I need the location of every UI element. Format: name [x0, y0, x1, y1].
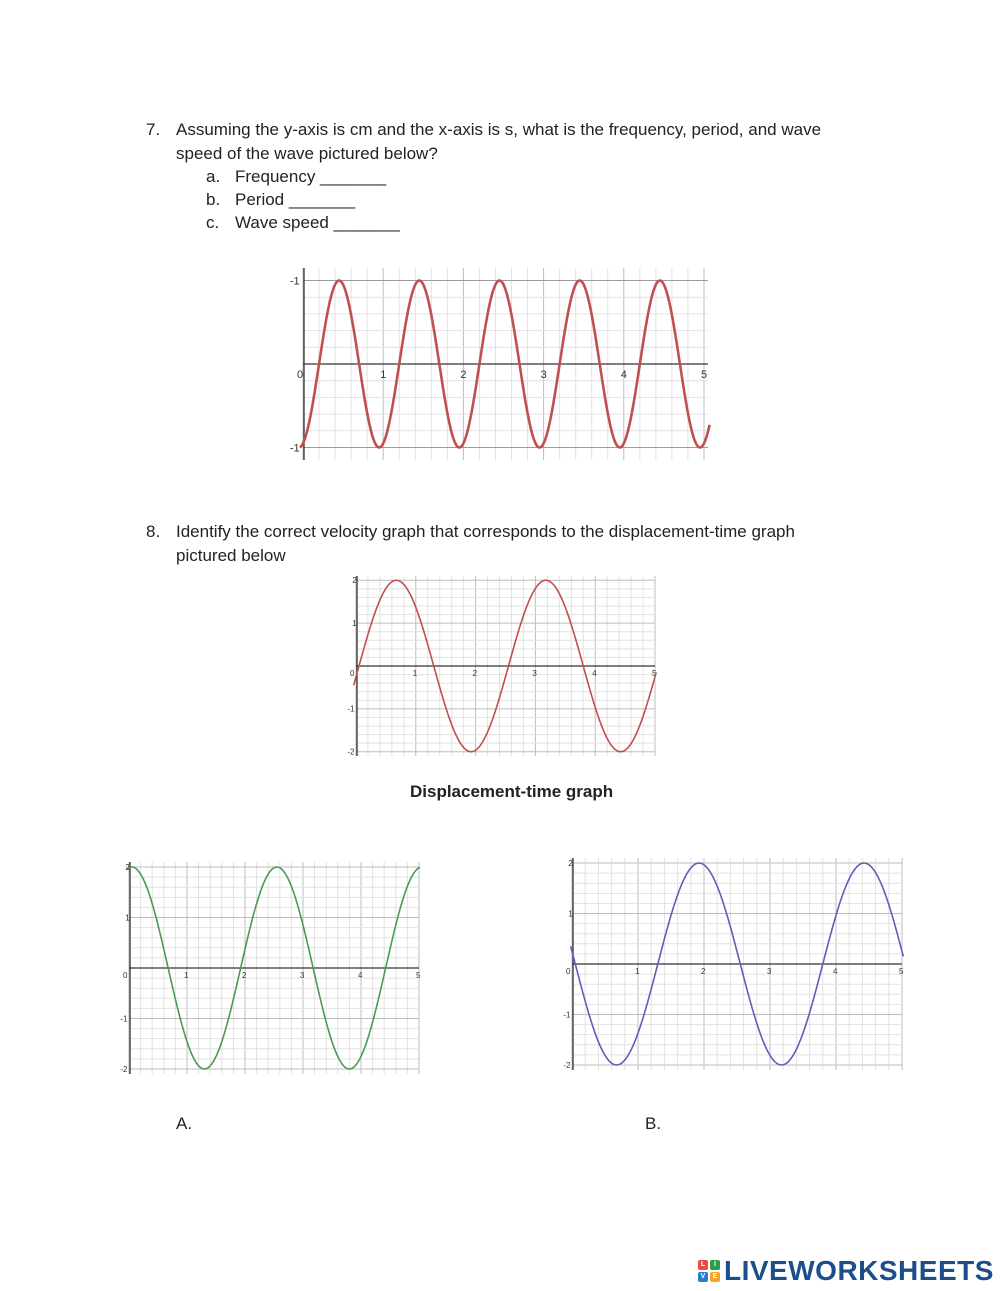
option-text: Wave speed _______: [235, 213, 400, 232]
question-8: [146, 520, 926, 568]
x-tick-label: 4: [592, 669, 597, 678]
question-7-text-line1: Assuming the y-axis is cm and the x-axis is s, what is the frequency, period, and wave: [176, 120, 822, 139]
answer-label-a: A.: [176, 1114, 193, 1133]
logo-tile: E: [710, 1272, 720, 1282]
question-8-number: 8.: [146, 522, 161, 541]
velocity-chart-a: [116, 860, 424, 1078]
displacement-time-caption: Displacement-time graph: [410, 782, 614, 801]
question-7-text-line2: speed of the wave pictured below?: [176, 144, 438, 163]
question-8-text-line1: Identify the correct velocity graph that corresponds to the displacement-time graph: [176, 522, 795, 541]
option-text: Period _______: [235, 190, 356, 209]
x-tick-label: 5: [416, 971, 421, 980]
x-tick-label: 5: [700, 369, 708, 381]
x-tick-label: 5: [652, 669, 657, 678]
option-letter: c.: [206, 213, 220, 232]
logo-tile: L: [698, 1260, 708, 1270]
x-tick-label: 5: [899, 967, 904, 976]
x-tick-label: 1: [635, 967, 640, 976]
x-tick-label: 3: [767, 967, 772, 976]
question-7: [146, 118, 926, 166]
question-8-text-line2: pictured below: [176, 546, 286, 565]
y-tick-label: -2: [347, 747, 355, 757]
y-tick-label: -1: [289, 442, 300, 455]
x-tick-label: 1: [184, 971, 189, 980]
y-tick-label: 1: [352, 618, 357, 628]
logo-tile: I: [710, 1260, 720, 1270]
x-tick-label: 3: [532, 669, 537, 678]
x-tick-label: 4: [833, 967, 838, 976]
x-tick-label: 0: [350, 669, 355, 678]
option-letter: a.: [206, 167, 221, 186]
y-tick-label: 1: [125, 913, 130, 923]
option-letter: b.: [206, 190, 221, 209]
y-tick-label: -2: [563, 1060, 571, 1070]
x-tick-label: 0: [297, 369, 304, 381]
logo-text: LIVEWORKSHEETS: [724, 1255, 994, 1286]
answer-label-b: B.: [645, 1114, 662, 1133]
x-tick-label: 2: [460, 369, 467, 381]
y-tick-label: -1: [563, 1010, 571, 1020]
question-7-number: 7.: [146, 120, 161, 139]
y-tick-label: -1: [347, 704, 355, 714]
logo-tile: V: [698, 1272, 708, 1282]
x-tick-label: 4: [358, 971, 363, 980]
velocity-chart-b: [558, 856, 908, 1074]
y-tick-label: 2: [352, 576, 357, 586]
x-tick-label: 0: [123, 971, 128, 980]
y-tick-label: -1: [120, 1014, 128, 1024]
x-tick-label: 2: [701, 967, 706, 976]
x-tick-label: 2: [472, 669, 478, 678]
x-tick-label: 1: [412, 669, 418, 678]
y-tick-label: -1: [289, 275, 300, 288]
liveworksheets-logo: [698, 1254, 994, 1288]
displacement-time-chart: [340, 574, 660, 760]
wave-chart-q7: [290, 268, 715, 462]
x-tick-label: 1: [380, 369, 387, 381]
y-tick-label: 2: [125, 862, 130, 872]
x-tick-label: 3: [540, 369, 547, 381]
y-tick-label: 2: [568, 858, 573, 868]
option-text: Frequency _______: [235, 167, 387, 186]
x-tick-label: 4: [620, 369, 627, 381]
logo-tiles-icon: [698, 1260, 720, 1282]
x-tick-label: 0: [566, 967, 571, 976]
y-tick-label: 1: [568, 909, 573, 919]
y-tick-label: -2: [120, 1064, 128, 1074]
x-tick-label: 3: [300, 971, 305, 980]
x-tick-label: 2: [242, 971, 247, 980]
